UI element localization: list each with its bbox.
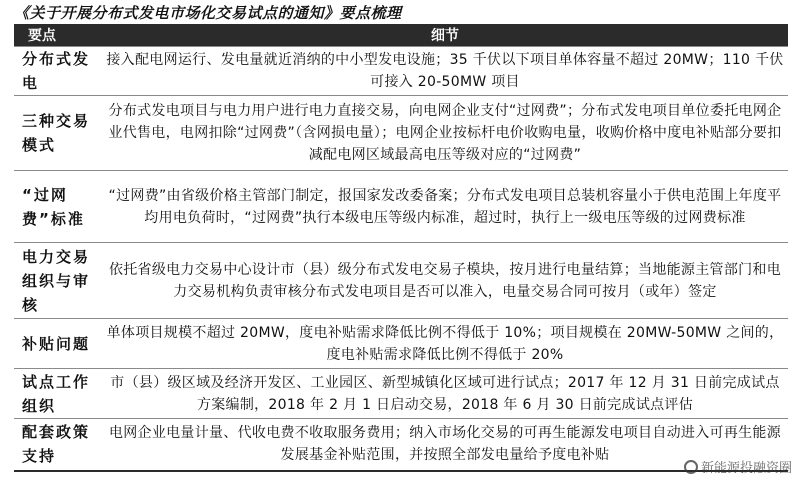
- watermark-logo-icon: [684, 460, 698, 474]
- row-key: 电力交易组织与审核: [14, 243, 102, 319]
- row-key: 三种交易模式: [14, 96, 102, 171]
- watermark-text: 新能源投融资圈: [700, 461, 792, 476]
- policy-summary-table: [14, 24, 788, 472]
- row-key: 补贴问题: [14, 319, 102, 369]
- header-key: 要点: [14, 24, 102, 47]
- table-row: [14, 47, 788, 96]
- row-detail: “过网费”由省级价格主管部门制定，报国家发改委备案；分布式发电项目总装机容量小于供电范围上年度平均用电负荷时，“过网费”执行本级电压等级内标准，超过时，执行上一级电压等级的过网费标准: [102, 171, 788, 243]
- watermark: [684, 457, 792, 476]
- table-row: [14, 319, 788, 369]
- table-header-row: [14, 24, 788, 47]
- table-row: [14, 243, 788, 319]
- row-detail: 市（县）级区域及经济开发区、工业园区、新型城镇化区域可进行试点；2017 年 12 月 31 日前完成试点方案编制，2018 年 2 月 1 日启动交易，2018 年 6 月 30 日前完成试点评估: [102, 369, 788, 419]
- table-row: [14, 419, 788, 471]
- document-title: 《关于开展分布式发电市场化交易试点的通知》要点梳理: [14, 4, 402, 22]
- row-detail: 分布式发电项目与电力用户进行电力直接交易，向电网企业支付“过网费”；分布式发电项目单位委托电网企业代售电，电网扣除“过网费”（含网损电量）；电网企业按标杆电价收购电量，收购价格中度电补贴部分要扣减配电网区域最高电压等级对应的“过网费”: [102, 96, 788, 171]
- table-row: [14, 96, 788, 171]
- row-key: 试点工作组织: [14, 369, 102, 419]
- header-detail: 细节: [102, 24, 788, 47]
- row-key: “过网费”标准: [14, 171, 102, 243]
- table-row: [14, 369, 788, 419]
- row-detail: 电网企业电量计量、代收电费不收取服务费用；纳入市场化交易的可再生能源发电项目自动进入可再生能源发展基金补贴范围，并按照全部发电量给予度电补贴: [102, 419, 788, 471]
- row-key: 分布式发电: [14, 47, 102, 96]
- row-detail: 接入配电网运行、发电量就近消纳的中小型发电设施；35 千伏以下项目单体容量不超过 20MW；110 千伏可接入 20-50MW 项目: [102, 47, 788, 96]
- row-detail: 单体项目规模不超过 20MW，度电补贴需求降低比例不得低于 10%；项目规模在 20MW-50MW 之间的，度电补贴需求降低比例不得低于 20%: [102, 319, 788, 369]
- row-key: 配套政策支持: [14, 419, 102, 471]
- table-row: [14, 171, 788, 243]
- row-detail: 依托省级电力交易中心设计市（县）级分布式发电交易子模块，按月进行电量结算；当地能源主管部门和电力交易机构负责审核分布式发电项目是否可以准入，电量交易合同可按月（或年）签定: [102, 243, 788, 319]
